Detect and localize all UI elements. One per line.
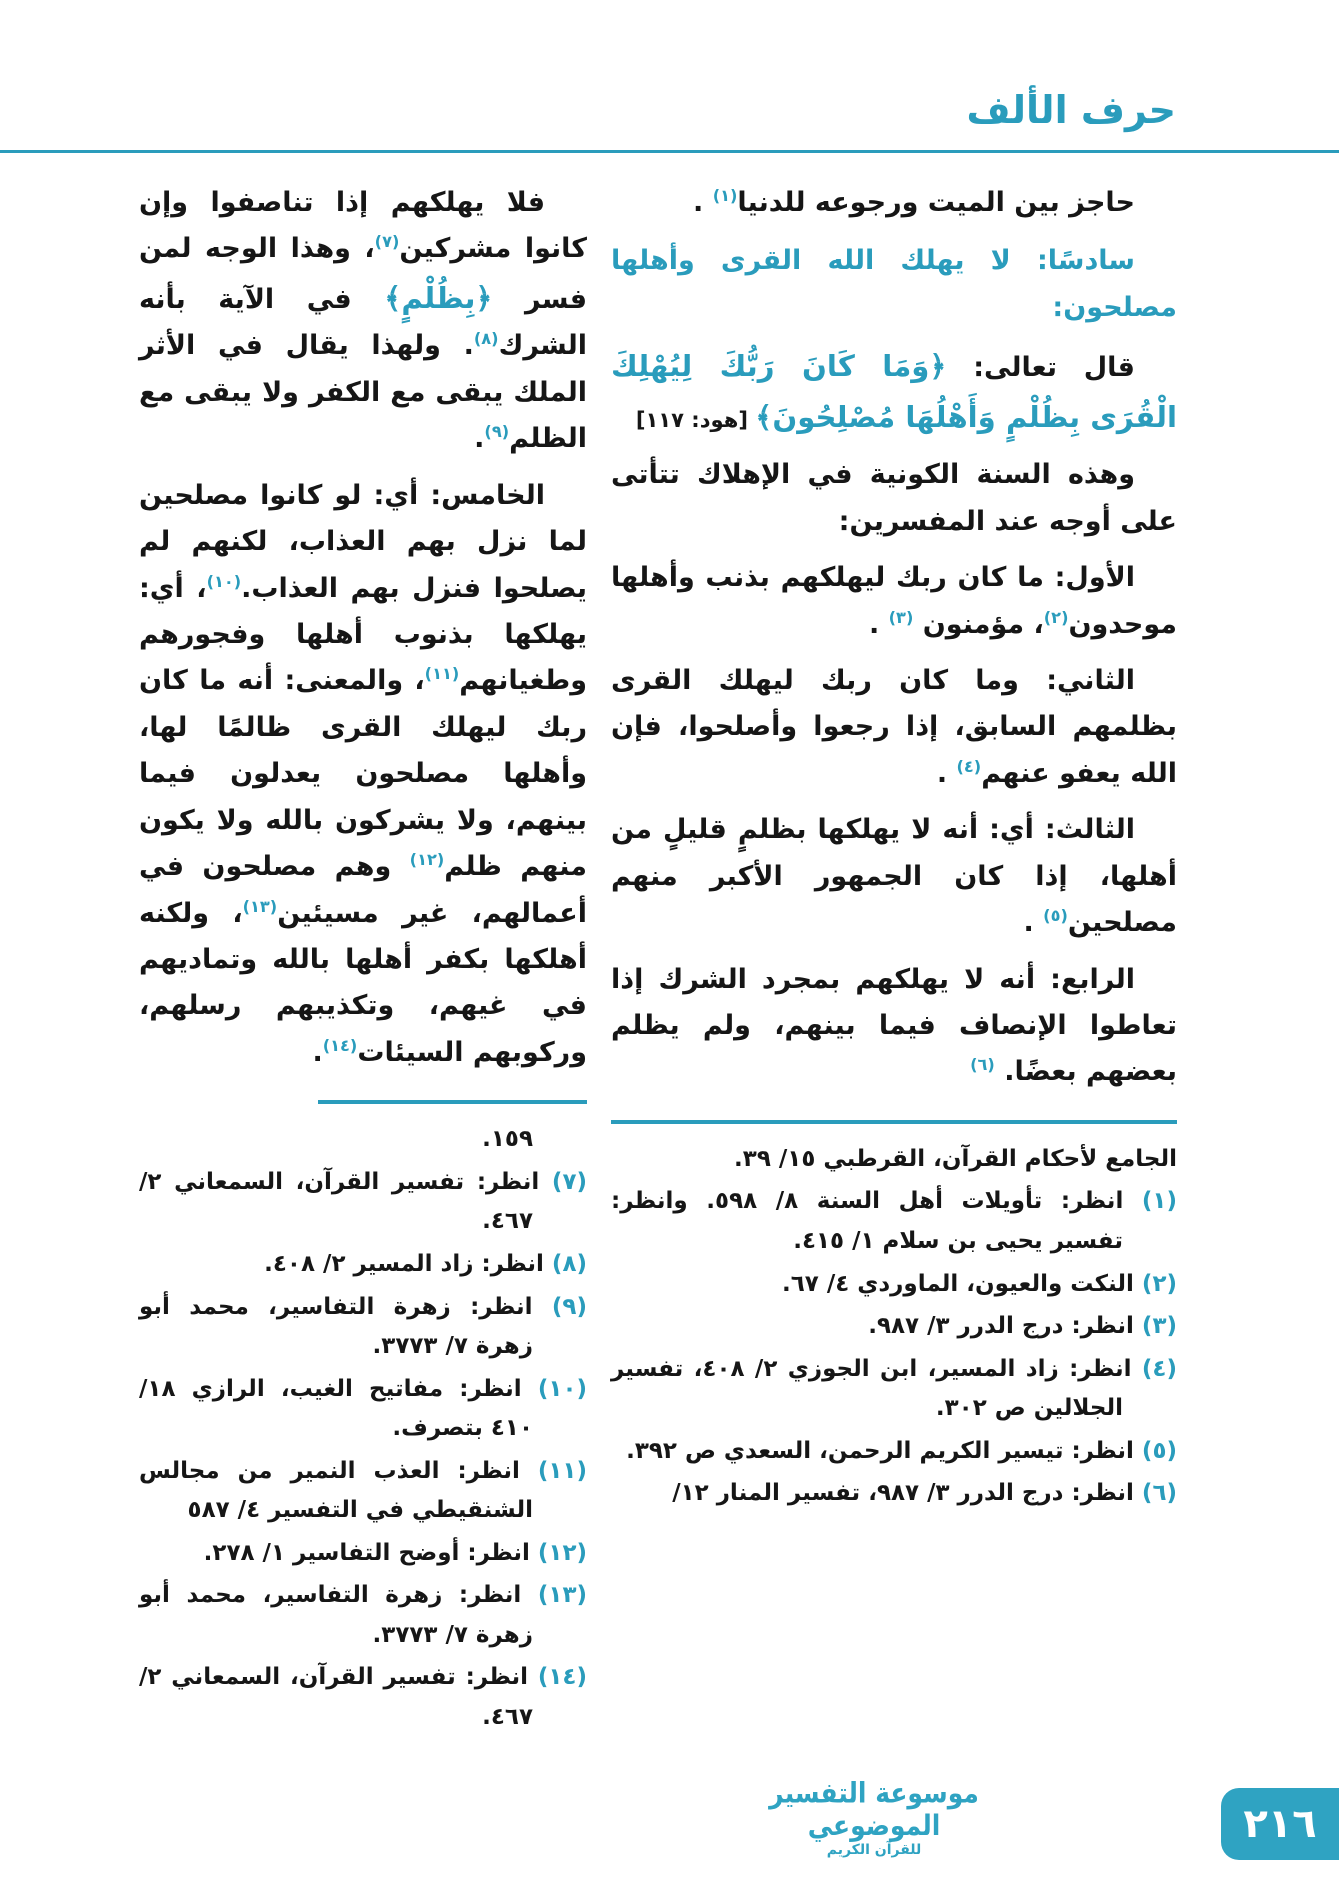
footnote-number: (٦) xyxy=(1133,1480,1177,1507)
body-text: أنه لا يهلكهم بمجرد الشرك إذا تعاطوا الإنصاف فيما بينهم، ولم يظلم بعضهم بعضًا. xyxy=(611,963,1177,1088)
body-text: ، ولكنه أهلكها بكفر أهلها بالله وتماديهم في غيهم، وتكذيبهم رسلهم، وركوبهم السيئات xyxy=(139,897,587,1068)
footnote-marker: (١٣) xyxy=(242,896,278,916)
footnote-text: انظر: درج الدرر ٣/ ٩٨٧. xyxy=(868,1313,1134,1340)
right-column-body xyxy=(611,180,1177,1096)
footnote-marker: (٦) xyxy=(970,1055,995,1075)
footnote-item xyxy=(611,1265,1177,1305)
body-text: ، مؤمنون xyxy=(913,608,1044,640)
footnote-text: انظر: العذب النمير من مجالس الشنقيطي في التفسير ٤/ ٥٨٧ xyxy=(139,1457,533,1524)
body-text: . xyxy=(868,608,889,640)
emblem-subtitle: للقرآن الكريم xyxy=(826,1842,922,1858)
left-column-footnotes xyxy=(139,1120,587,1737)
footnote-number: (١٢) xyxy=(529,1539,587,1566)
footnote-number: (١٤) xyxy=(528,1664,587,1691)
body-text: ، والمعنى: أنه ما كان ربك ليهلك القرى ظالمًا لها، وأهلها مصلحون يعدلون فيما بينهم، ولا يشركون بالله ولا يكون منهم ظلم xyxy=(139,665,587,883)
left-footnote-divider xyxy=(318,1100,587,1104)
footnote-text: انظر: درج الدرر ٣/ ٩٨٧، تفسير المنار ١٢/ xyxy=(672,1480,1134,1507)
footnote-number: (١١) xyxy=(519,1457,587,1484)
body-text: في الآية بأنه الشرك xyxy=(139,283,587,362)
footnote-marker: (١٢) xyxy=(409,850,445,870)
footnote-text: انظر: تفسير القرآن، السمعاني ٢/ ٤٦٧. xyxy=(139,1664,533,1730)
body-text: . xyxy=(693,187,713,218)
footnote-marker: (٣) xyxy=(888,607,914,627)
body-text: أي: أنه لا يهلكها بظلمٍ قليلٍ من أهلها، إذا كان الجمهور الأكبر منهم مصلحين xyxy=(611,814,1177,939)
footnote-number: (٢) xyxy=(1133,1270,1177,1297)
body-text: قال تعالى: xyxy=(946,352,1135,384)
footnote-marker: (٢) xyxy=(1043,607,1069,627)
footnote-number: (٩) xyxy=(532,1293,587,1320)
left-column xyxy=(139,180,587,1741)
footnote-item xyxy=(611,1432,1177,1472)
footnote-item xyxy=(139,1576,587,1655)
footnote-text: انظر: زهرة التفاسير، محمد أبو زهرة ٧/ ٣٧٧٣. xyxy=(139,1582,533,1648)
verse-reference: [هود: ١١٧] xyxy=(635,406,756,432)
footnote-item xyxy=(611,1140,1177,1180)
publisher-emblem xyxy=(739,1776,1009,1858)
footnote-marker: (٩) xyxy=(484,422,510,442)
footnote-text: انظر: أوضح التفاسير ١/ ٢٧٨. xyxy=(203,1539,530,1566)
body-text: . xyxy=(936,757,957,789)
footnote-text: انظر: زاد المسير ٢/ ٤٠٨. xyxy=(264,1250,544,1277)
footnote-marker: (٤) xyxy=(956,756,982,776)
paragraph xyxy=(611,957,1177,1096)
chapter-title: حرف الألف xyxy=(966,88,1176,132)
footnote-text: الجامع لأحكام القرآن، القرطبي ١٥/ ٣٩. xyxy=(734,1145,1177,1172)
paragraph xyxy=(139,180,587,463)
left-column-body xyxy=(139,180,587,1076)
body-text: حاجز بين الميت ورجوعه للدنيا xyxy=(737,187,1135,218)
footnote-marker: (٧) xyxy=(374,232,400,252)
footnote-marker: (٥) xyxy=(1043,906,1068,926)
footnote-text: انظر: مفاتيح الغيب، الرازي ١٨/ ٤١٠ بتصرف. xyxy=(139,1375,533,1442)
footnote-number: (٨) xyxy=(543,1250,587,1277)
emphasis-text: الرابع: xyxy=(1050,963,1135,995)
page-number-badge xyxy=(1221,1788,1339,1860)
footnote-item xyxy=(139,1452,587,1531)
body-text: . xyxy=(474,423,485,455)
paragraph xyxy=(139,473,587,1077)
footnote-item xyxy=(139,1658,587,1737)
footnote-item xyxy=(139,1370,587,1449)
footnote-item xyxy=(611,1350,1177,1429)
footnote-number: (٥) xyxy=(1133,1437,1177,1464)
body-text: ، وهذا الوجه لمن فسر xyxy=(139,233,588,315)
paragraph xyxy=(611,658,1177,797)
body-text: ما كان ربك ليهلكهم بذنب وأهلها موحدون xyxy=(611,562,1177,640)
text-columns xyxy=(139,180,1177,1741)
footnote-text: انظر: تفسير القرآن، السمعاني ٢/ ٤٦٧. xyxy=(139,1168,540,1235)
footnote-text: النكت والعيون، الماوردي ٤/ ٦٧. xyxy=(781,1270,1134,1297)
emphasis-text: الثالث: xyxy=(1044,814,1135,846)
paragraph xyxy=(611,180,1177,226)
quran-verse: ﴿بِظُلْمٍ﴾ xyxy=(384,280,493,315)
footnote-item xyxy=(139,1245,587,1285)
header-divider xyxy=(0,150,1339,153)
body-text: فلا يهلكهم إذا تناصفوا وإن كانوا مشركين xyxy=(139,187,587,265)
footnote-text: انظر: تيسير الكريم الرحمن، السعدي ص ٣٩٢. xyxy=(626,1437,1134,1464)
paragraph xyxy=(611,452,1177,545)
footnote-marker: (١٤) xyxy=(322,1035,358,1055)
body-text: . ولهذا يقال في الأثر الملك يبقى مع الكفر ولا يبقى مع الظلم xyxy=(139,330,587,455)
footnote-text: ١٥٩. xyxy=(482,1126,533,1153)
footnote-item xyxy=(139,1534,587,1574)
body-text: أي: لو كانوا مصلحين لما نزل بهم العذاب، لكنهم لم يصلحوا فنزل بهم العذاب. xyxy=(139,479,587,604)
footnote-marker: (١) xyxy=(712,186,738,205)
footnote-item xyxy=(611,1182,1177,1261)
footnote-text: انظر: زاد المسير، ابن الجوزي ٢/ ٤٠٨، تفسير الجلالين ص ٣٠٢. xyxy=(611,1355,1132,1422)
footnote-text: انظر: تأويلات أهل السنة ٨/ ٥٩٨. وانظر: تفسير يحيى بن سلام ١/ ٤١٥. xyxy=(611,1188,1124,1254)
right-column xyxy=(611,180,1177,1517)
paragraph xyxy=(611,341,1177,442)
paragraph xyxy=(611,555,1177,648)
heading-text: سادسًا: لا يهلك الله القرى وأهلها مصلحون: xyxy=(611,245,1177,323)
right-footnote-divider xyxy=(611,1120,1177,1124)
footnote-item xyxy=(611,1307,1177,1347)
emblem-title: موسوعة التفسير الموضوعي xyxy=(769,1776,979,1842)
body-text: وهم مصلحون في أعمالهم، غير مسيئين xyxy=(139,851,587,929)
footnote-number: (٤) xyxy=(1131,1355,1177,1382)
body-text: وهذه السنة الكونية في الإهلاك تتأتى على أوجه عند المفسرين: xyxy=(611,459,1177,537)
footnote-number: (٣) xyxy=(1133,1313,1177,1340)
emphasis-text: الثاني: xyxy=(1046,664,1135,696)
footnote-number: (١) xyxy=(1123,1188,1177,1215)
footnote-item xyxy=(139,1288,587,1367)
section-heading xyxy=(611,238,1177,331)
footnote-item xyxy=(611,1474,1177,1514)
footnote-marker: (١٠) xyxy=(206,571,242,591)
footnote-number: (١٠) xyxy=(521,1375,587,1402)
footnote-text: انظر: زهرة التفاسير، محمد أبو زهرة ٧/ ٣٧٧٣. xyxy=(139,1293,533,1360)
page-number: ٢١٦ xyxy=(1243,1801,1317,1847)
emphasis-text: الخامس: xyxy=(430,479,545,511)
footnote-marker: (٨) xyxy=(473,329,499,349)
emphasis-text: الأول: xyxy=(1054,562,1135,594)
footnote-number: (١٣) xyxy=(521,1582,587,1609)
quran-verse: ﴿وَمَا كَانَ رَبُّكَ لِيُهْلِكَ الْقُرَى بِظُلْمٍ وَأَهْلُهَا مُصْلِحُونَ﴾ xyxy=(611,349,1177,434)
paragraph xyxy=(611,807,1177,946)
right-column-footnotes xyxy=(611,1140,1177,1514)
footnote-item xyxy=(139,1120,587,1160)
body-text: وما كان ربك ليهلك القرى بظلمهم السابق، إذا رجعوا وأصلحوا، فإن الله يعفو عنهم xyxy=(611,664,1177,789)
footnote-number: (٧) xyxy=(539,1168,587,1195)
footnote-item xyxy=(139,1163,587,1242)
body-text: ، أي: يهلكها بذنوب أهلها وفجورهم وطغيانهم xyxy=(139,572,587,697)
body-text: . xyxy=(1023,907,1044,939)
footnote-marker: (١١) xyxy=(424,664,460,684)
body-text: . xyxy=(312,1036,323,1068)
